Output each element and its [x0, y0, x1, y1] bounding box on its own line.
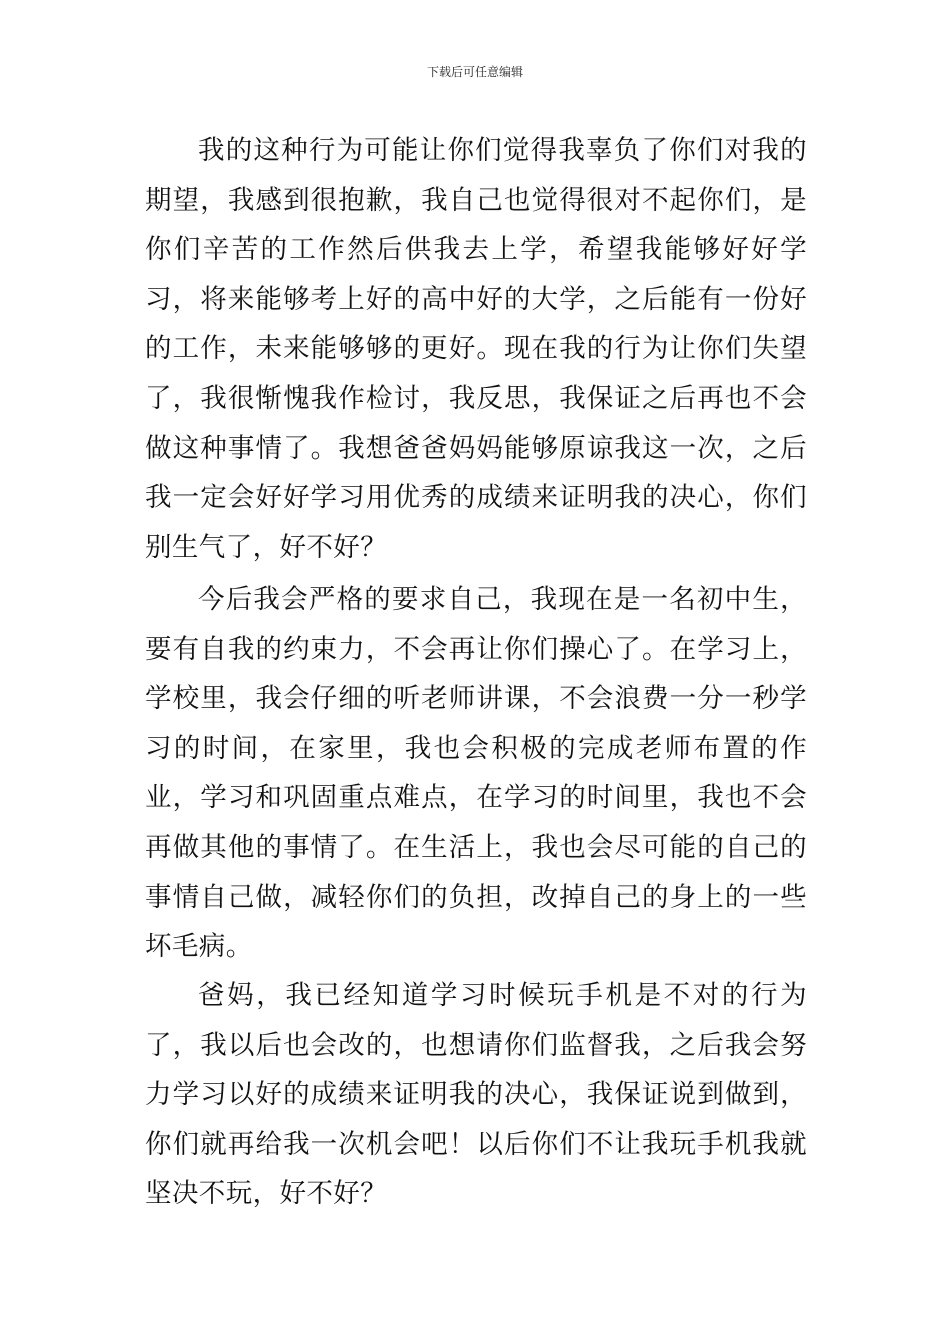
paragraph-request: 爸妈，我已经知道学习时候玩手机是不对的行为了，我以后也会改的，也想请你们监督我，之后我会努力学习以好的成绩来证明我的决心，我保证说到做到，你们就再给我一次机会吧！以后你们不让我玩手机我就坚决不玩，好不好？: [145, 980, 807, 1210]
paragraph-apology: 我的这种行为可能让你们觉得我辜负了你们对我的期望，我感到很抱歉，我自己也觉得很对不起你们，是你们辛苦的工作然后供我去上学，希望我能够好好学习，将来能够考上好的高中好的大学，之后能有一份好的工作，未来能够够的更好。现在我的行为让你们失望了，我很惭愧我作检讨，我反思，我保证之后再也不会做这种事情了。我想爸爸妈妈能够原谅我这一次，之后我一定会好好学习用优秀的成绩来证明我的决心，你们别生气了，好不好？: [145, 135, 807, 563]
header-note: 下载后可任意编辑: [426, 65, 523, 79]
paragraph-commitment: 今后我会严格的要求自己，我现在是一名初中生，要有自我的约束力，不会再让你们操心了。在学习上，学校里，我会仔细的听老师讲课，不会浪费一分一秒学习的时间，在家里，我也会积极的完成老师布置的作业，学习和巩固重点难点，在学习的时间里，我也不会再做其他的事情了。在生活上，我也会尽可能的自己的事情自己做，减轻你们的负担，改掉自己的身上的一些坏毛病。: [145, 584, 807, 963]
